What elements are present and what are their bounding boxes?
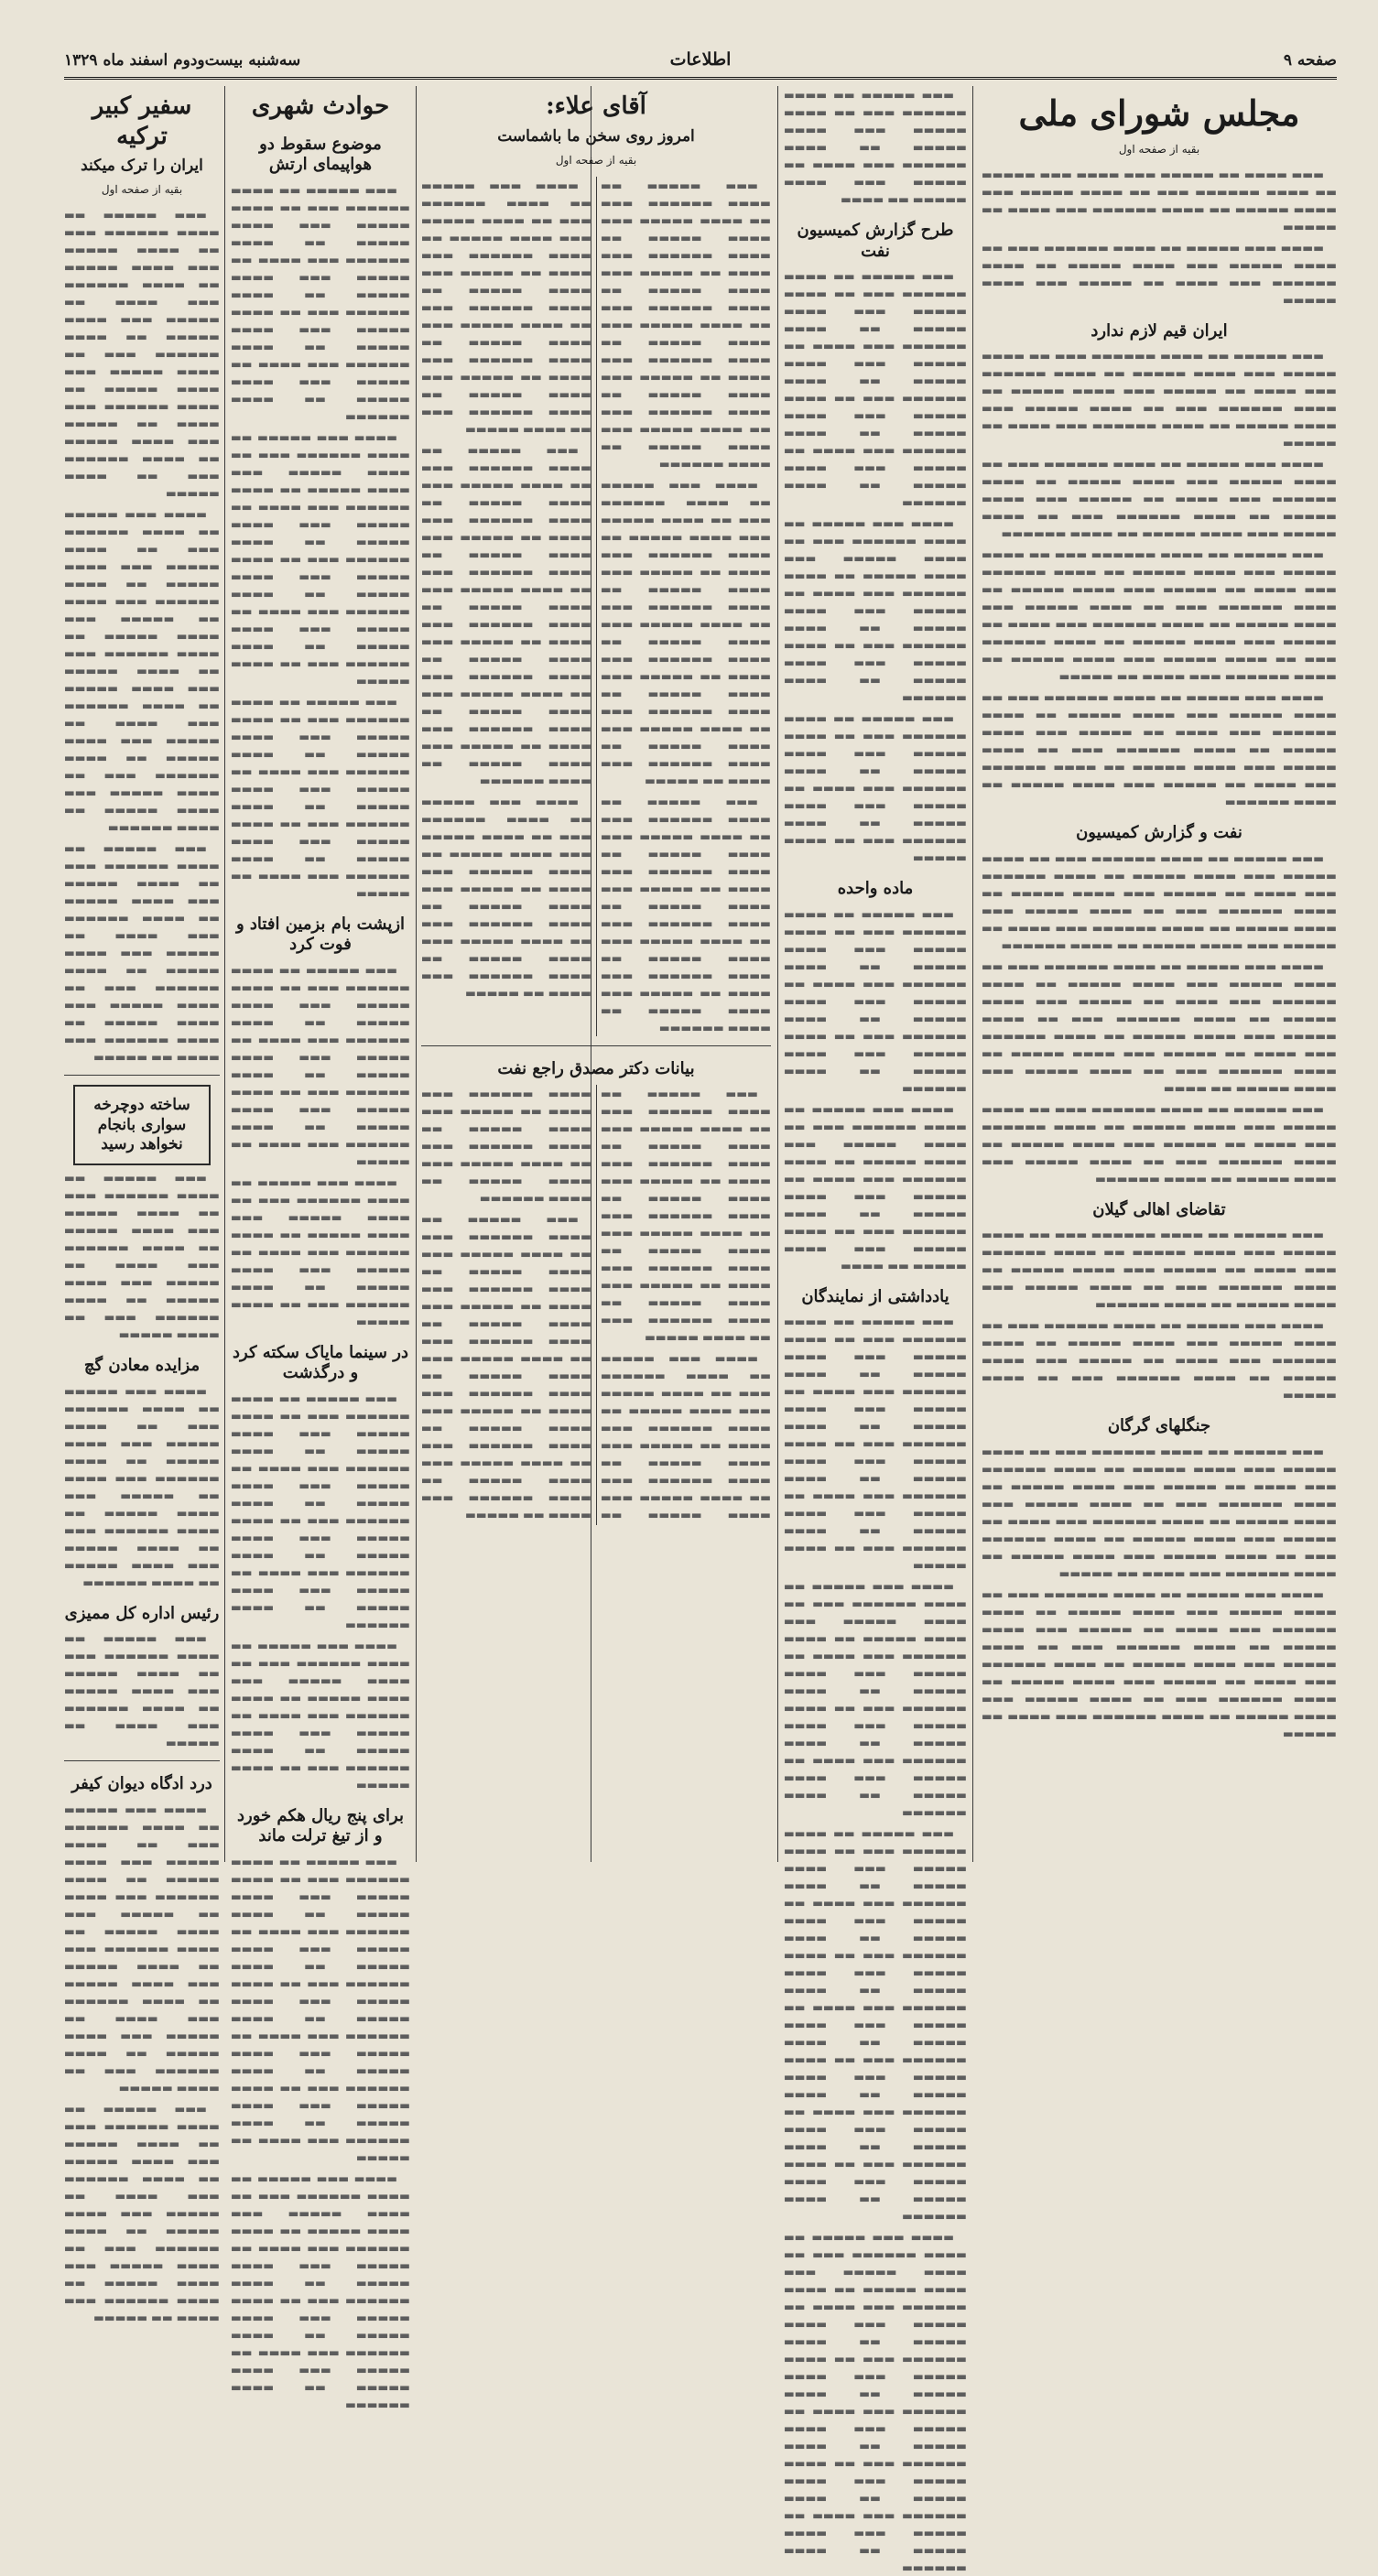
- section-heading: تقاضای اهالی گیلان: [1092, 1199, 1226, 1219]
- ala-headline: آقای علاء:: [546, 92, 646, 120]
- body-text: ▬▬▬ ▬▬▬▬▬ ▬▬ ▬▬▬▬ ▬▬▬▬▬▬ ▬▬▬ ▬▬ ▬▬▬▬ ▬▬▬▬▬ ▬▬▬ ▬▬▬▬ ▬▬▬▬▬ ▬▬ ▬▬▬▬ ▬▬▬▬▬▬ ▬▬▬ ▬▬▬▬ ▬▬ ▬▬▬▬▬ ▬▬▬ ▬▬▬▬ ▬▬▬▬▬ ▬▬ ▬▬▬▬ ▬▬▬▬▬▬ ▬▬▬ ▬▬ ▬▬▬▬ ▬▬▬▬▬ ▬▬▬ ▬▬▬▬ ▬▬▬▬▬ ▬▬ ▬▬▬▬ ▬▬▬▬▬▬ ▬▬▬ ▬▬▬▬ ▬▬ ▬▬▬▬▬ ▬▬▬ ▬▬▬▬ ▬▬▬▬▬ ▬▬ ▬▬▬▬ ▬▬▬▬▬▬ ▬▬▬ ▬▬ ▬▬▬▬ ▬▬▬▬▬ ▬▬▬▬ ▬▬▬ ▬▬▬▬▬ ▬▬ ▬▬▬▬ ▬▬▬▬▬▬ ▬▬▬ ▬▬ ▬▬▬▬ ▬▬▬▬▬ ▬▬▬ ▬▬▬▬ ▬▬▬▬▬ ▬▬ ▬▬▬▬ ▬▬▬▬▬▬ ▬▬▬ ▬▬▬▬ ▬▬ ▬▬▬▬▬ ▬▬▬ ▬▬▬▬ ▬▬▬▬▬ ▬▬ ▬▬▬▬ ▬▬▬▬▬▬ ▬▬▬ ▬▬ ▬▬▬▬ ▬▬▬▬▬ ▬▬▬ ▬▬▬▬ ▬▬▬▬▬ ▬▬ ▬▬▬▬ ▬▬▬▬▬▬ ▬▬▬ ▬▬▬▬ ▬▬ ▬▬▬▬▬ ▬▬▬ ▬▬▬▬ ▬▬▬▬▬ ▬▬ ▬▬▬▬ ▬▬▬▬▬▬ ▬▬▬ ▬▬ ▬▬▬▬ ▬▬▬▬▬ ▬▬▬ ▬▬▬▬ ▬▬▬▬▬ ▬▬ ▬▬▬▬ ▬▬▬▬▬▬ ▬▬▬ ▬▬▬▬▬ ▬▬ ▬▬▬▬ ▬▬▬▬▬▬ ▬▬▬ ▬▬ ▬▬▬▬ ▬▬▬▬▬ ▬▬▬ ▬▬▬▬ ▬▬▬▬▬ ▬▬ ▬▬▬▬ ▬▬▬▬▬▬ ▬▬▬ ▬▬▬▬ ▬▬ ▬▬▬▬▬ ▬▬▬ ▬▬▬▬ ▬▬▬▬▬ ▬▬ ▬▬▬▬ ▬▬▬▬▬▬ ▬▬▬ ▬▬ ▬▬▬▬ ▬▬▬▬▬ ▬▬▬ ▬▬▬▬ ▬▬▬▬▬ ▬▬ ▬▬▬▬ ▬▬▬▬▬▬ ▬▬▬ ▬▬▬▬ ▬▬ ▬▬▬▬▬: [64, 208, 220, 1065]
- box: [73, 1085, 211, 1165]
- majlis-headline: مجلس شورای ملی: [1018, 92, 1300, 134]
- body-text: ▬▬▬ ▬▬▬▬▬ ▬▬ ▬▬▬▬ ▬▬▬▬▬▬ ▬▬▬ ▬▬ ▬▬▬▬ ▬▬▬▬▬ ▬▬▬ ▬▬▬▬ ▬▬▬▬▬ ▬▬ ▬▬▬▬ ▬▬▬▬▬▬ ▬▬▬ ▬▬▬▬ ▬▬ ▬▬▬▬▬ ▬▬▬ ▬▬▬▬ ▬▬▬▬▬ ▬▬ ▬▬▬▬ ▬▬▬▬▬▬ ▬▬▬ ▬▬ ▬▬▬▬ ▬▬▬▬▬ ▬▬▬ ▬▬▬▬ ▬▬▬▬▬ ▬▬ ▬▬▬▬ ▬▬▬▬▬▬ ▬▬▬▬ ▬▬▬ ▬▬▬▬▬ ▬▬ ▬▬▬▬ ▬▬▬▬▬▬ ▬▬▬ ▬▬ ▬▬▬▬ ▬▬▬▬▬ ▬▬▬ ▬▬▬▬ ▬▬▬▬▬ ▬▬ ▬▬▬▬ ▬▬▬▬▬▬ ▬▬▬ ▬▬▬▬ ▬▬ ▬▬▬▬▬ ▬▬▬ ▬▬▬▬ ▬▬▬▬▬ ▬▬ ▬▬▬▬ ▬▬▬▬▬▬ ▬▬▬ ▬▬ ▬▬▬▬ ▬▬▬▬▬: [982, 1228, 1337, 1402]
- body-text: ▬▬▬ ▬▬▬▬▬ ▬▬ ▬▬▬▬ ▬▬▬▬▬▬ ▬▬▬ ▬▬ ▬▬▬▬ ▬▬▬▬▬ ▬▬▬ ▬▬▬▬ ▬▬▬▬▬ ▬▬ ▬▬▬▬ ▬▬▬▬▬▬ ▬▬▬ ▬▬▬▬ ▬▬ ▬▬▬▬▬ ▬▬▬ ▬▬▬▬ ▬▬▬▬▬ ▬▬ ▬▬▬▬ ▬▬▬▬▬▬ ▬▬▬ ▬▬ ▬▬▬▬ ▬▬▬▬▬ ▬▬▬ ▬▬▬▬ ▬▬▬▬▬ ▬▬ ▬▬▬▬ ▬▬▬▬▬▬ ▬▬▬ ▬▬▬▬ ▬▬ ▬▬▬▬▬ ▬▬▬ ▬▬▬▬ ▬▬▬▬▬ ▬▬ ▬▬▬▬ ▬▬▬▬▬▬ ▬▬▬ ▬▬ ▬▬▬▬ ▬▬▬▬▬ ▬▬▬▬ ▬▬▬ ▬▬▬▬▬ ▬▬ ▬▬▬▬ ▬▬▬▬▬▬ ▬▬▬ ▬▬ ▬▬▬▬ ▬▬▬▬▬ ▬▬▬ ▬▬▬▬ ▬▬▬▬▬ ▬▬ ▬▬▬▬ ▬▬▬▬▬▬ ▬▬▬ ▬▬▬▬ ▬▬ ▬▬▬▬▬ ▬▬▬ ▬▬▬▬ ▬▬▬▬▬ ▬▬ ▬▬▬▬ ▬▬▬▬▬▬ ▬▬▬ ▬▬ ▬▬▬▬ ▬▬▬▬▬ ▬▬▬ ▬▬▬▬ ▬▬▬▬▬ ▬▬ ▬▬▬▬ ▬▬▬▬▬▬ ▬▬▬ ▬▬▬▬ ▬▬ ▬▬▬▬▬ ▬▬▬ ▬▬▬▬ ▬▬▬▬▬ ▬▬ ▬▬▬▬ ▬▬▬▬▬▬ ▬▬▬ ▬▬ ▬▬▬▬ ▬▬▬▬▬ ▬▬▬ ▬▬▬▬ ▬▬▬▬▬ ▬▬ ▬▬▬▬ ▬▬▬▬▬▬ ▬▬▬ ▬▬▬▬▬ ▬▬ ▬▬▬▬ ▬▬▬▬▬▬ ▬▬▬ ▬▬ ▬▬▬▬ ▬▬▬▬▬ ▬▬▬ ▬▬▬▬ ▬▬▬▬▬ ▬▬ ▬▬▬▬ ▬▬▬▬▬▬ ▬▬▬ ▬▬▬▬ ▬▬ ▬▬▬▬▬ ▬▬▬ ▬▬▬▬ ▬▬▬▬▬ ▬▬ ▬▬▬▬ ▬▬▬▬▬▬ ▬▬▬ ▬▬ ▬▬▬▬ ▬▬▬▬▬ ▬▬▬ ▬▬▬▬ ▬▬▬▬▬ ▬▬ ▬▬▬▬ ▬▬▬▬▬▬ ▬▬▬ ▬▬▬▬ ▬▬ ▬▬▬▬▬ ▬▬▬ ▬▬▬▬ ▬▬▬▬▬ ▬▬ ▬▬▬▬ ▬▬▬▬▬▬ ▬▬▬ ▬▬ ▬▬▬▬ ▬▬▬▬▬ ▬▬▬ ▬▬▬▬ ▬▬▬▬▬ ▬▬ ▬▬▬▬ ▬▬▬▬▬▬ ▬▬▬ ▬▬▬▬ ▬▬ ▬▬▬▬▬: [421, 1087, 771, 1522]
- turkey-subheadline: ایران را ترک میکند: [81, 157, 203, 175]
- body-text: ▬▬▬▬ ▬▬▬ ▬▬▬▬▬ ▬▬ ▬▬▬▬ ▬▬▬▬▬▬ ▬▬▬ ▬▬ ▬▬▬▬ ▬▬▬▬▬ ▬▬▬ ▬▬▬▬ ▬▬▬▬▬ ▬▬ ▬▬▬▬ ▬▬▬▬▬▬ ▬▬▬ ▬▬▬▬ ▬▬ ▬▬▬▬▬ ▬▬▬ ▬▬▬▬ ▬▬▬▬▬ ▬▬ ▬▬▬▬ ▬▬▬▬▬▬ ▬▬▬ ▬▬ ▬▬▬▬ ▬▬▬▬▬ ▬▬▬ ▬▬▬▬ ▬▬▬▬▬ ▬▬ ▬▬▬▬ ▬▬▬▬▬▬ ▬▬▬ ▬▬▬▬ ▬▬ ▬▬▬▬▬ ▬▬▬ ▬▬▬▬ ▬▬▬▬▬ ▬▬ ▬▬▬▬ ▬▬▬▬▬▬ ▬▬▬ ▬▬ ▬▬▬▬ ▬▬▬▬▬ ▬▬▬ ▬▬▬▬▬ ▬▬ ▬▬▬▬ ▬▬▬▬▬▬ ▬▬▬ ▬▬ ▬▬▬▬ ▬▬▬▬▬ ▬▬▬ ▬▬▬▬ ▬▬▬▬▬ ▬▬ ▬▬▬▬ ▬▬▬▬▬▬ ▬▬▬ ▬▬▬▬ ▬▬ ▬▬▬▬▬ ▬▬▬ ▬▬▬▬ ▬▬▬▬▬ ▬▬ ▬▬▬▬ ▬▬▬▬▬▬ ▬▬▬ ▬▬ ▬▬▬▬ ▬▬▬▬▬ ▬▬▬ ▬▬▬▬ ▬▬▬▬▬ ▬▬ ▬▬▬▬ ▬▬▬▬▬▬ ▬▬▬ ▬▬▬▬ ▬▬ ▬▬▬▬▬: [64, 1802, 220, 2324]
- turkey-headline: سفیر کبیر ترکیه: [92, 92, 192, 150]
- section-heading: طرح گزارش کمیسیون نفت: [797, 221, 954, 261]
- section-heading: برای پنج ریال هکم خورد و از تیغ ترلت ماند: [237, 1805, 404, 1845]
- body-text: ▬▬▬▬ ▬▬▬ ▬▬▬▬▬ ▬▬ ▬▬▬▬ ▬▬▬▬▬▬ ▬▬▬ ▬▬ ▬▬▬▬ ▬▬▬▬▬ ▬▬▬ ▬▬▬▬ ▬▬▬▬▬ ▬▬ ▬▬▬▬ ▬▬▬▬▬▬ ▬▬▬ ▬▬▬▬ ▬▬ ▬▬▬▬▬ ▬▬▬ ▬▬▬▬ ▬▬▬▬▬ ▬▬ ▬▬▬▬ ▬▬▬▬▬▬ ▬▬▬ ▬▬ ▬▬▬▬ ▬▬▬▬▬ ▬▬▬ ▬▬▬▬ ▬▬▬▬▬ ▬▬ ▬▬▬▬ ▬▬▬▬▬▬: [64, 1383, 220, 1589]
- section-heading: یادداشتی از نمایندگان: [801, 1286, 949, 1306]
- article-majlis: [982, 86, 1337, 1862]
- body-text: ▬▬▬ ▬▬▬▬▬ ▬▬ ▬▬▬▬ ▬▬▬▬▬▬ ▬▬▬ ▬▬ ▬▬▬▬ ▬▬▬▬▬ ▬▬▬ ▬▬▬▬ ▬▬▬▬▬ ▬▬ ▬▬▬▬ ▬▬▬▬▬▬ ▬▬▬ ▬▬▬▬ ▬▬ ▬▬▬▬▬ ▬▬▬ ▬▬▬▬ ▬▬▬▬▬ ▬▬ ▬▬▬▬ ▬▬▬▬▬▬ ▬▬▬ ▬▬ ▬▬▬▬ ▬▬▬▬▬ ▬▬▬ ▬▬▬▬ ▬▬▬▬▬ ▬▬ ▬▬▬▬ ▬▬▬▬▬▬ ▬▬▬ ▬▬▬▬ ▬▬ ▬▬▬▬▬ ▬▬▬ ▬▬▬▬ ▬▬▬▬▬ ▬▬ ▬▬▬▬ ▬▬▬▬▬▬ ▬▬▬ ▬▬ ▬▬▬▬ ▬▬▬▬▬ ▬▬▬▬ ▬▬▬ ▬▬▬▬▬ ▬▬ ▬▬▬▬ ▬▬▬▬▬▬ ▬▬▬ ▬▬ ▬▬▬▬ ▬▬▬▬▬ ▬▬▬ ▬▬▬▬ ▬▬▬▬▬ ▬▬ ▬▬▬▬ ▬▬▬▬▬▬ ▬▬▬ ▬▬▬▬ ▬▬ ▬▬▬▬▬ ▬▬▬ ▬▬▬▬ ▬▬▬▬▬ ▬▬ ▬▬▬▬ ▬▬▬▬▬▬ ▬▬▬ ▬▬ ▬▬▬▬ ▬▬▬▬▬ ▬▬▬ ▬▬▬▬ ▬▬▬▬▬ ▬▬ ▬▬▬▬ ▬▬▬▬▬▬ ▬▬▬ ▬▬▬▬ ▬▬ ▬▬▬▬▬ ▬▬▬ ▬▬▬▬ ▬▬▬▬▬ ▬▬ ▬▬▬▬ ▬▬▬▬▬▬ ▬▬▬ ▬▬▬▬▬ ▬▬ ▬▬▬▬ ▬▬▬▬▬▬ ▬▬▬ ▬▬ ▬▬▬▬ ▬▬▬▬▬ ▬▬▬ ▬▬▬▬ ▬▬▬▬▬ ▬▬ ▬▬▬▬ ▬▬▬▬▬▬ ▬▬▬ ▬▬▬▬ ▬▬ ▬▬▬▬▬ ▬▬▬ ▬▬▬▬ ▬▬▬▬▬ ▬▬ ▬▬▬▬ ▬▬▬▬▬▬ ▬▬▬ ▬▬ ▬▬▬▬ ▬▬▬▬▬ ▬▬▬ ▬▬▬▬ ▬▬▬▬▬ ▬▬ ▬▬▬▬ ▬▬▬▬▬▬ ▬▬▬ ▬▬▬▬ ▬▬ ▬▬▬▬▬ ▬▬▬ ▬▬▬▬ ▬▬▬▬▬ ▬▬ ▬▬▬▬ ▬▬▬▬▬▬ ▬▬▬ ▬▬ ▬▬▬▬ ▬▬▬▬▬ ▬▬▬ ▬▬▬▬ ▬▬▬▬▬ ▬▬ ▬▬▬▬ ▬▬▬▬▬▬ ▬▬▬ ▬▬▬▬ ▬▬ ▬▬▬▬▬ ▬▬▬ ▬▬▬▬ ▬▬▬▬▬ ▬▬ ▬▬▬▬ ▬▬▬▬▬▬ ▬▬▬ ▬▬ ▬▬▬▬ ▬▬▬▬▬ ▬▬▬ ▬▬▬▬ ▬▬▬▬▬ ▬▬ ▬▬▬▬ ▬▬▬▬▬▬ ▬▬▬▬ ▬▬▬ ▬▬▬▬▬ ▬▬ ▬▬▬▬ ▬▬▬▬▬▬ ▬▬▬ ▬▬ ▬▬▬▬ ▬▬▬▬▬ ▬▬▬ ▬▬▬▬ ▬▬▬▬▬ ▬▬ ▬▬▬▬ ▬▬▬▬▬▬ ▬▬▬ ▬▬▬▬ ▬▬ ▬▬▬▬▬ ▬▬▬ ▬▬▬▬ ▬▬▬▬▬ ▬▬ ▬▬▬▬ ▬▬▬▬▬▬ ▬▬▬ ▬▬ ▬▬▬▬ ▬▬▬▬▬ ▬▬▬ ▬▬▬▬ ▬▬▬▬▬ ▬▬ ▬▬▬▬ ▬▬▬▬▬▬ ▬▬▬ ▬▬▬▬ ▬▬ ▬▬▬▬▬ ▬▬▬ ▬▬▬▬ ▬▬▬▬▬ ▬▬ ▬▬▬▬ ▬▬▬▬▬▬ ▬▬▬ ▬▬ ▬▬▬▬ ▬▬▬▬▬ ▬▬▬ ▬▬▬▬ ▬▬▬▬▬ ▬▬ ▬▬▬▬ ▬▬▬▬▬▬ ▬▬▬ ▬▬▬▬ ▬▬ ▬▬▬▬▬ ▬▬▬ ▬▬▬▬ ▬▬▬▬▬ ▬▬ ▬▬▬▬ ▬▬▬▬▬▬: [784, 1315, 967, 2574]
- section-heading: بیانات دکتر مصدق راجع نفت: [497, 1058, 695, 1078]
- continued-note: بقیه از صفحه اول: [1118, 142, 1200, 156]
- column-rule: [777, 86, 778, 1862]
- page-header: [64, 48, 1337, 80]
- body-text: ▬▬▬ ▬▬▬▬▬ ▬▬ ▬▬▬▬ ▬▬▬▬▬▬ ▬▬▬ ▬▬ ▬▬▬▬ ▬▬▬▬▬ ▬▬▬ ▬▬▬▬ ▬▬▬▬▬ ▬▬ ▬▬▬▬ ▬▬▬▬▬▬ ▬▬▬ ▬▬▬▬ ▬▬ ▬▬▬▬▬ ▬▬▬ ▬▬▬▬ ▬▬▬▬▬ ▬▬ ▬▬▬▬ ▬▬▬▬▬▬ ▬▬▬ ▬▬ ▬▬▬▬ ▬▬▬▬▬ ▬▬▬ ▬▬▬▬ ▬▬▬▬▬ ▬▬ ▬▬▬▬ ▬▬▬▬▬▬ ▬▬▬ ▬▬▬▬ ▬▬ ▬▬▬▬▬ ▬▬▬ ▬▬▬▬ ▬▬▬▬▬ ▬▬ ▬▬▬▬ ▬▬▬▬▬▬ ▬▬▬ ▬▬ ▬▬▬▬ ▬▬▬▬▬ ▬▬▬ ▬▬▬▬ ▬▬▬▬▬ ▬▬ ▬▬▬▬ ▬▬▬▬▬▬ ▬▬▬▬ ▬▬▬ ▬▬▬▬▬ ▬▬ ▬▬▬▬ ▬▬▬▬▬▬ ▬▬▬ ▬▬ ▬▬▬▬ ▬▬▬▬▬ ▬▬▬ ▬▬▬▬ ▬▬▬▬▬ ▬▬ ▬▬▬▬ ▬▬▬▬▬▬ ▬▬▬ ▬▬▬▬ ▬▬ ▬▬▬▬▬ ▬▬▬ ▬▬▬▬ ▬▬▬▬▬ ▬▬ ▬▬▬▬ ▬▬▬▬▬▬ ▬▬▬ ▬▬ ▬▬▬▬ ▬▬▬▬▬ ▬▬▬ ▬▬▬▬ ▬▬▬▬▬ ▬▬ ▬▬▬▬ ▬▬▬▬▬▬ ▬▬▬ ▬▬▬▬ ▬▬ ▬▬▬▬▬ ▬▬▬ ▬▬▬▬ ▬▬▬▬▬ ▬▬ ▬▬▬▬ ▬▬▬▬▬▬ ▬▬▬ ▬▬ ▬▬▬▬ ▬▬▬▬▬ ▬▬▬ ▬▬▬▬ ▬▬▬▬▬ ▬▬ ▬▬▬▬ ▬▬▬▬▬▬ ▬▬▬ ▬▬▬▬ ▬▬ ▬▬▬▬▬ ▬▬▬ ▬▬▬▬▬ ▬▬ ▬▬▬▬ ▬▬▬▬▬▬ ▬▬▬ ▬▬ ▬▬▬▬ ▬▬▬▬▬ ▬▬▬ ▬▬▬▬ ▬▬▬▬▬ ▬▬ ▬▬▬▬ ▬▬▬▬▬▬ ▬▬▬ ▬▬▬▬ ▬▬ ▬▬▬▬▬ ▬▬▬ ▬▬▬▬ ▬▬▬▬▬ ▬▬ ▬▬▬▬ ▬▬▬▬▬▬ ▬▬▬ ▬▬ ▬▬▬▬ ▬▬▬▬▬ ▬▬▬ ▬▬▬▬ ▬▬▬▬▬ ▬▬ ▬▬▬▬ ▬▬▬▬▬▬ ▬▬▬ ▬▬▬▬ ▬▬ ▬▬▬▬▬ ▬▬▬ ▬▬▬▬ ▬▬▬▬▬ ▬▬ ▬▬▬▬ ▬▬▬▬▬▬ ▬▬▬▬ ▬▬▬ ▬▬▬▬▬ ▬▬ ▬▬▬▬ ▬▬▬▬▬▬ ▬▬▬ ▬▬ ▬▬▬▬ ▬▬▬▬▬ ▬▬▬ ▬▬▬▬ ▬▬▬▬▬ ▬▬ ▬▬▬▬ ▬▬▬▬▬▬ ▬▬▬ ▬▬▬▬ ▬▬ ▬▬▬▬▬ ▬▬▬ ▬▬▬▬ ▬▬▬▬▬ ▬▬ ▬▬▬▬ ▬▬▬▬▬▬ ▬▬▬ ▬▬ ▬▬▬▬ ▬▬▬▬▬ ▬▬▬ ▬▬▬▬ ▬▬▬▬▬ ▬▬ ▬▬▬▬ ▬▬▬▬▬▬ ▬▬▬ ▬▬▬▬ ▬▬ ▬▬▬▬▬ ▬▬▬ ▬▬▬▬ ▬▬▬▬▬ ▬▬ ▬▬▬▬ ▬▬▬▬▬▬ ▬▬▬ ▬▬ ▬▬▬▬ ▬▬▬▬▬ ▬▬▬ ▬▬▬▬▬ ▬▬ ▬▬▬▬ ▬▬▬▬▬▬ ▬▬▬ ▬▬ ▬▬▬▬ ▬▬▬▬▬ ▬▬▬ ▬▬▬▬ ▬▬▬▬▬ ▬▬ ▬▬▬▬ ▬▬▬▬▬▬ ▬▬▬ ▬▬▬▬ ▬▬ ▬▬▬▬▬ ▬▬▬ ▬▬▬▬ ▬▬▬▬▬ ▬▬ ▬▬▬▬ ▬▬▬▬▬▬ ▬▬▬ ▬▬ ▬▬▬▬ ▬▬▬▬▬ ▬▬▬ ▬▬▬▬ ▬▬▬▬▬ ▬▬ ▬▬▬▬ ▬▬▬▬▬▬ ▬▬▬ ▬▬▬▬ ▬▬ ▬▬▬▬▬ ▬▬▬ ▬▬▬▬ ▬▬▬▬▬ ▬▬ ▬▬▬▬ ▬▬▬▬▬▬ ▬▬▬ ▬▬ ▬▬▬▬ ▬▬▬▬▬ ▬▬▬ ▬▬▬▬ ▬▬▬▬▬ ▬▬ ▬▬▬▬ ▬▬▬▬▬▬ ▬▬▬ ▬▬▬▬ ▬▬ ▬▬▬▬▬ ▬▬▬ ▬▬▬▬ ▬▬▬▬▬ ▬▬ ▬▬▬▬ ▬▬▬▬▬▬ ▬▬▬▬ ▬▬▬ ▬▬▬▬▬ ▬▬ ▬▬▬▬ ▬▬▬▬▬▬ ▬▬▬ ▬▬ ▬▬▬▬ ▬▬▬▬▬ ▬▬▬ ▬▬▬▬ ▬▬▬▬▬ ▬▬ ▬▬▬▬ ▬▬▬▬▬▬ ▬▬▬ ▬▬▬▬ ▬▬ ▬▬▬▬▬ ▬▬▬ ▬▬▬▬ ▬▬▬▬▬ ▬▬ ▬▬▬▬ ▬▬▬▬▬▬ ▬▬▬ ▬▬ ▬▬▬▬ ▬▬▬▬▬ ▬▬▬ ▬▬▬▬ ▬▬▬▬▬ ▬▬ ▬▬▬▬ ▬▬▬▬▬▬ ▬▬▬ ▬▬▬▬ ▬▬ ▬▬▬▬▬: [421, 178, 771, 1034]
- body-text: ▬▬▬ ▬▬▬▬▬ ▬▬ ▬▬▬▬ ▬▬▬▬▬▬ ▬▬▬ ▬▬ ▬▬▬▬ ▬▬▬▬▬ ▬▬▬ ▬▬▬▬ ▬▬▬▬▬ ▬▬ ▬▬▬▬ ▬▬▬▬▬▬ ▬▬▬ ▬▬▬▬ ▬▬ ▬▬▬▬▬ ▬▬▬ ▬▬▬▬ ▬▬▬▬▬ ▬▬ ▬▬▬▬ ▬▬▬▬▬▬ ▬▬▬ ▬▬ ▬▬▬▬ ▬▬▬▬▬ ▬▬▬ ▬▬▬▬ ▬▬▬▬▬ ▬▬ ▬▬▬▬ ▬▬▬▬▬▬ ▬▬▬ ▬▬▬▬ ▬▬ ▬▬▬▬▬ ▬▬▬ ▬▬▬▬ ▬▬▬▬▬ ▬▬ ▬▬▬▬ ▬▬▬▬▬▬ ▬▬▬ ▬▬ ▬▬▬▬ ▬▬▬▬▬ ▬▬▬ ▬▬▬▬ ▬▬▬▬▬ ▬▬ ▬▬▬▬ ▬▬▬▬▬▬ ▬▬▬ ▬▬▬▬ ▬▬ ▬▬▬▬▬ ▬▬▬▬ ▬▬▬ ▬▬▬▬▬ ▬▬ ▬▬▬▬ ▬▬▬▬▬▬ ▬▬▬ ▬▬ ▬▬▬▬ ▬▬▬▬▬ ▬▬▬ ▬▬▬▬ ▬▬▬▬▬ ▬▬ ▬▬▬▬ ▬▬▬▬▬▬ ▬▬▬ ▬▬▬▬ ▬▬ ▬▬▬▬▬ ▬▬▬ ▬▬▬▬ ▬▬▬▬▬ ▬▬ ▬▬▬▬ ▬▬▬▬▬▬ ▬▬▬ ▬▬ ▬▬▬▬ ▬▬▬▬▬ ▬▬▬ ▬▬▬▬ ▬▬▬▬▬ ▬▬ ▬▬▬▬ ▬▬▬▬▬▬ ▬▬▬ ▬▬▬▬ ▬▬ ▬▬▬▬▬ ▬▬▬ ▬▬▬▬ ▬▬▬▬▬ ▬▬ ▬▬▬▬ ▬▬▬▬▬▬: [231, 1854, 410, 2411]
- body-text: ▬▬▬ ▬▬▬▬▬ ▬▬ ▬▬▬▬ ▬▬▬▬▬▬ ▬▬▬ ▬▬ ▬▬▬▬ ▬▬▬▬▬ ▬▬▬ ▬▬▬▬ ▬▬▬▬▬ ▬▬ ▬▬▬▬ ▬▬▬▬▬▬ ▬▬▬ ▬▬▬▬ ▬▬ ▬▬▬▬▬ ▬▬▬ ▬▬▬▬ ▬▬▬▬▬ ▬▬ ▬▬▬▬ ▬▬▬▬▬▬ ▬▬▬ ▬▬ ▬▬▬▬ ▬▬▬▬▬ ▬▬▬ ▬▬▬▬ ▬▬▬▬▬ ▬▬ ▬▬▬▬ ▬▬▬▬▬▬ ▬▬▬ ▬▬▬▬ ▬▬ ▬▬▬▬▬ ▬▬▬▬ ▬▬▬ ▬▬▬▬▬ ▬▬ ▬▬▬▬ ▬▬▬▬▬▬ ▬▬▬ ▬▬ ▬▬▬▬ ▬▬▬▬▬ ▬▬▬ ▬▬▬▬ ▬▬▬▬▬ ▬▬ ▬▬▬▬ ▬▬▬▬▬▬ ▬▬▬ ▬▬▬▬ ▬▬ ▬▬▬▬▬ ▬▬▬ ▬▬▬▬ ▬▬▬▬▬ ▬▬ ▬▬▬▬ ▬▬▬▬▬▬ ▬▬▬ ▬▬ ▬▬▬▬ ▬▬▬▬▬ ▬▬▬ ▬▬▬▬ ▬▬▬▬▬ ▬▬ ▬▬▬▬ ▬▬▬▬▬▬ ▬▬▬ ▬▬▬▬▬ ▬▬ ▬▬▬▬ ▬▬▬▬▬▬ ▬▬▬ ▬▬ ▬▬▬▬ ▬▬▬▬▬ ▬▬▬ ▬▬▬▬ ▬▬▬▬▬ ▬▬ ▬▬▬▬ ▬▬▬▬▬▬ ▬▬▬ ▬▬▬▬ ▬▬ ▬▬▬▬▬ ▬▬▬ ▬▬▬▬ ▬▬▬▬▬ ▬▬ ▬▬▬▬ ▬▬▬▬▬▬ ▬▬▬ ▬▬ ▬▬▬▬ ▬▬▬▬▬ ▬▬▬ ▬▬▬▬ ▬▬▬▬▬ ▬▬ ▬▬▬▬ ▬▬▬▬▬▬ ▬▬▬ ▬▬▬▬ ▬▬ ▬▬▬▬▬ ▬▬▬ ▬▬▬▬ ▬▬▬▬▬ ▬▬ ▬▬▬▬ ▬▬▬▬▬▬ ▬▬▬ ▬▬ ▬▬▬▬ ▬▬▬▬▬ ▬▬▬ ▬▬▬▬ ▬▬▬▬▬ ▬▬ ▬▬▬▬ ▬▬▬▬▬▬ ▬▬▬ ▬▬▬▬ ▬▬ ▬▬▬▬▬ ▬▬▬▬ ▬▬▬ ▬▬▬▬▬ ▬▬ ▬▬▬▬ ▬▬▬▬▬▬ ▬▬▬ ▬▬ ▬▬▬▬ ▬▬▬▬▬ ▬▬▬ ▬▬▬▬ ▬▬▬▬▬ ▬▬ ▬▬▬▬ ▬▬▬▬▬▬ ▬▬▬ ▬▬▬▬ ▬▬ ▬▬▬▬▬ ▬▬▬ ▬▬▬▬ ▬▬▬▬▬ ▬▬ ▬▬▬▬ ▬▬▬▬▬▬ ▬▬▬ ▬▬ ▬▬▬▬ ▬▬▬▬▬ ▬▬▬ ▬▬▬▬ ▬▬▬▬▬ ▬▬ ▬▬▬▬ ▬▬▬▬▬▬ ▬▬▬ ▬▬▬▬ ▬▬ ▬▬▬▬▬ ▬▬▬ ▬▬▬▬ ▬▬▬▬▬ ▬▬ ▬▬▬▬ ▬▬▬▬▬▬: [982, 349, 1337, 808]
- section-heading: ساخته دوچرخه سواری بانجام نخواهد رسید: [93, 1096, 190, 1153]
- body-text: ▬▬▬ ▬▬▬▬▬ ▬▬ ▬▬▬▬ ▬▬▬▬▬▬ ▬▬▬ ▬▬ ▬▬▬▬ ▬▬▬▬▬ ▬▬▬ ▬▬▬▬ ▬▬▬▬▬ ▬▬ ▬▬▬▬ ▬▬▬▬▬▬ ▬▬▬ ▬▬▬▬ ▬▬ ▬▬▬▬▬ ▬▬▬ ▬▬▬▬ ▬▬▬▬▬ ▬▬ ▬▬▬▬ ▬▬▬▬▬▬ ▬▬▬ ▬▬ ▬▬▬▬ ▬▬▬▬▬ ▬▬▬ ▬▬▬▬ ▬▬▬▬▬ ▬▬ ▬▬▬▬ ▬▬▬▬▬▬ ▬▬▬▬ ▬▬▬ ▬▬▬▬▬ ▬▬ ▬▬▬▬ ▬▬▬▬▬▬ ▬▬▬ ▬▬ ▬▬▬▬ ▬▬▬▬▬ ▬▬▬ ▬▬▬▬ ▬▬▬▬▬ ▬▬ ▬▬▬▬ ▬▬▬▬▬▬ ▬▬▬ ▬▬▬▬ ▬▬ ▬▬▬▬▬ ▬▬▬ ▬▬▬▬ ▬▬▬▬▬ ▬▬ ▬▬▬▬ ▬▬▬▬▬▬ ▬▬▬ ▬▬ ▬▬▬▬ ▬▬▬▬▬ ▬▬▬ ▬▬▬▬ ▬▬▬▬▬ ▬▬ ▬▬▬▬: [784, 906, 967, 1272]
- body-text: ▬▬▬ ▬▬▬▬▬ ▬▬ ▬▬▬▬ ▬▬▬▬▬▬ ▬▬▬ ▬▬ ▬▬▬▬ ▬▬▬▬▬ ▬▬▬ ▬▬▬▬ ▬▬▬▬▬ ▬▬ ▬▬▬▬ ▬▬▬▬▬▬ ▬▬▬ ▬▬▬▬ ▬▬ ▬▬▬▬▬ ▬▬▬ ▬▬▬▬ ▬▬▬▬▬ ▬▬ ▬▬▬▬ ▬▬▬▬▬▬ ▬▬▬ ▬▬ ▬▬▬▬ ▬▬▬▬▬ ▬▬▬ ▬▬▬▬ ▬▬▬▬▬ ▬▬ ▬▬▬▬ ▬▬▬▬▬▬ ▬▬▬ ▬▬▬▬ ▬▬ ▬▬▬▬▬ ▬▬▬▬ ▬▬▬ ▬▬▬▬▬ ▬▬ ▬▬▬▬ ▬▬▬▬▬▬ ▬▬▬ ▬▬ ▬▬▬▬ ▬▬▬▬▬ ▬▬▬ ▬▬▬▬ ▬▬▬▬▬ ▬▬ ▬▬▬▬ ▬▬▬▬▬▬ ▬▬▬ ▬▬▬▬ ▬▬ ▬▬▬▬▬ ▬▬▬ ▬▬▬▬ ▬▬▬▬▬ ▬▬ ▬▬▬▬ ▬▬▬▬▬▬ ▬▬▬ ▬▬ ▬▬▬▬ ▬▬▬▬▬: [231, 962, 410, 1328]
- divider: [64, 1760, 220, 1761]
- divider: [421, 1045, 771, 1046]
- column-rule: [416, 86, 417, 1862]
- section-heading: جنگلهای گرگان: [1107, 1416, 1211, 1435]
- continued-note: بقیه از صفحه اول: [555, 153, 637, 167]
- section-heading: موضوع سقوط دو هواپیمای ارتش: [259, 134, 382, 174]
- newspaper-name: اطلاعات: [669, 49, 732, 70]
- body-text: ▬▬▬ ▬▬▬▬▬ ▬▬ ▬▬▬▬ ▬▬▬▬▬▬ ▬▬▬ ▬▬ ▬▬▬▬ ▬▬▬▬▬ ▬▬▬ ▬▬▬▬ ▬▬▬▬▬ ▬▬ ▬▬▬▬ ▬▬▬▬▬▬ ▬▬▬ ▬▬▬▬ ▬▬ ▬▬▬▬▬: [64, 1631, 220, 1749]
- article-city-events: [231, 86, 410, 2411]
- body-text: ▬▬▬ ▬▬▬▬▬ ▬▬ ▬▬▬▬ ▬▬▬▬▬▬ ▬▬▬ ▬▬ ▬▬▬▬ ▬▬▬▬▬ ▬▬▬ ▬▬▬▬ ▬▬▬▬▬ ▬▬ ▬▬▬▬ ▬▬▬▬▬▬ ▬▬▬ ▬▬▬▬ ▬▬ ▬▬▬▬▬ ▬▬▬ ▬▬▬▬ ▬▬▬▬▬ ▬▬ ▬▬▬▬ ▬▬▬▬▬▬ ▬▬▬ ▬▬ ▬▬▬▬ ▬▬▬▬▬ ▬▬▬ ▬▬▬▬ ▬▬▬▬▬ ▬▬ ▬▬▬▬ ▬▬▬▬▬▬ ▬▬▬ ▬▬▬▬ ▬▬ ▬▬▬▬▬ ▬▬▬ ▬▬▬▬ ▬▬▬▬▬ ▬▬ ▬▬▬▬ ▬▬▬▬▬▬ ▬▬▬▬ ▬▬▬ ▬▬▬▬▬ ▬▬ ▬▬▬▬ ▬▬▬▬▬▬ ▬▬▬ ▬▬ ▬▬▬▬ ▬▬▬▬▬ ▬▬▬ ▬▬▬▬ ▬▬▬▬▬ ▬▬ ▬▬▬▬ ▬▬▬▬▬▬ ▬▬▬ ▬▬▬▬ ▬▬ ▬▬▬▬▬ ▬▬▬ ▬▬▬▬ ▬▬▬▬▬ ▬▬ ▬▬▬▬ ▬▬▬▬▬▬ ▬▬▬ ▬▬ ▬▬▬▬ ▬▬▬▬▬ ▬▬▬ ▬▬▬▬ ▬▬▬▬▬ ▬▬ ▬▬▬▬ ▬▬▬▬▬▬ ▬▬▬ ▬▬▬▬▬ ▬▬ ▬▬▬▬ ▬▬▬▬▬▬ ▬▬▬ ▬▬ ▬▬▬▬ ▬▬▬▬▬ ▬▬▬ ▬▬▬▬ ▬▬▬▬▬ ▬▬ ▬▬▬▬ ▬▬▬▬▬▬ ▬▬▬ ▬▬▬▬ ▬▬ ▬▬▬▬▬ ▬▬▬ ▬▬▬▬ ▬▬▬▬▬ ▬▬ ▬▬▬▬ ▬▬▬▬▬▬ ▬▬▬ ▬▬ ▬▬▬▬ ▬▬▬▬▬: [784, 269, 967, 864]
- column-rule: [972, 86, 973, 1862]
- issue-date: سه‌شنبه بیست‌ودوم اسفند ماه ۱۳۲۹: [64, 51, 301, 70]
- section-heading: ایران قیم لازم ندارد: [1090, 320, 1228, 341]
- article-oil-report: [784, 86, 967, 2574]
- events-headline: حوادث شهری: [251, 92, 390, 120]
- section-heading: رئیس اداره کل ممیزی: [64, 1603, 220, 1623]
- body-text: ▬▬▬ ▬▬▬▬▬ ▬▬ ▬▬▬▬ ▬▬▬▬▬▬ ▬▬▬ ▬▬ ▬▬▬▬ ▬▬▬▬▬ ▬▬▬ ▬▬▬▬ ▬▬▬▬▬ ▬▬ ▬▬▬▬ ▬▬▬▬▬▬ ▬▬▬ ▬▬▬▬ ▬▬ ▬▬▬▬▬ ▬▬▬ ▬▬▬▬ ▬▬▬▬▬ ▬▬ ▬▬▬▬ ▬▬▬▬▬▬ ▬▬▬ ▬▬ ▬▬▬▬ ▬▬▬▬▬ ▬▬▬ ▬▬▬▬ ▬▬▬▬▬ ▬▬ ▬▬▬▬ ▬▬▬▬▬▬ ▬▬▬ ▬▬▬▬ ▬▬ ▬▬▬▬▬ ▬▬▬ ▬▬▬▬ ▬▬▬▬▬ ▬▬ ▬▬▬▬ ▬▬▬▬▬▬ ▬▬▬▬ ▬▬▬ ▬▬▬▬▬ ▬▬ ▬▬▬▬ ▬▬▬▬▬▬ ▬▬▬ ▬▬ ▬▬▬▬ ▬▬▬▬▬ ▬▬▬ ▬▬▬▬ ▬▬▬▬▬ ▬▬ ▬▬▬▬ ▬▬▬▬▬▬ ▬▬▬ ▬▬▬▬ ▬▬ ▬▬▬▬▬ ▬▬▬ ▬▬▬▬ ▬▬▬▬▬ ▬▬ ▬▬▬▬ ▬▬▬▬▬▬ ▬▬▬ ▬▬ ▬▬▬▬ ▬▬▬▬▬ ▬▬▬ ▬▬▬▬ ▬▬▬▬▬ ▬▬ ▬▬▬▬ ▬▬▬▬▬▬ ▬▬▬ ▬▬▬▬ ▬▬ ▬▬▬▬▬ ▬▬▬ ▬▬▬▬ ▬▬▬▬▬ ▬▬ ▬▬▬▬ ▬▬▬▬▬▬ ▬▬▬ ▬▬ ▬▬▬▬ ▬▬▬▬▬ ▬▬▬ ▬▬▬▬▬ ▬▬ ▬▬▬▬ ▬▬▬▬▬▬ ▬▬▬ ▬▬ ▬▬▬▬ ▬▬▬▬▬ ▬▬▬ ▬▬▬▬ ▬▬▬▬▬ ▬▬ ▬▬▬▬ ▬▬▬▬▬▬ ▬▬▬ ▬▬▬▬ ▬▬ ▬▬▬▬▬ ▬▬▬ ▬▬▬▬ ▬▬▬▬▬ ▬▬ ▬▬▬▬ ▬▬▬▬▬▬ ▬▬▬ ▬▬ ▬▬▬▬ ▬▬▬▬▬ ▬▬▬ ▬▬▬▬ ▬▬▬▬▬ ▬▬ ▬▬▬▬ ▬▬▬▬▬▬ ▬▬▬ ▬▬▬▬ ▬▬ ▬▬▬▬▬: [231, 182, 410, 900]
- column-rule: [224, 86, 225, 1862]
- page-number: صفحه ۹: [1283, 51, 1337, 70]
- divider: [64, 1075, 220, 1076]
- section-heading: نفت و گزارش کمیسیون: [1076, 823, 1242, 842]
- ala-subheadline: امروز روی سخن ما باشماست: [497, 126, 695, 146]
- section-heading: درد ادگاه دیوان کیفر: [71, 1774, 212, 1793]
- body-text: ▬▬▬ ▬▬▬▬▬ ▬▬ ▬▬▬▬ ▬▬▬▬▬▬ ▬▬▬ ▬▬ ▬▬▬▬ ▬▬▬▬▬ ▬▬▬ ▬▬▬▬ ▬▬▬▬▬ ▬▬ ▬▬▬▬ ▬▬▬▬▬▬ ▬▬▬ ▬▬▬▬ ▬▬ ▬▬▬▬▬ ▬▬▬ ▬▬▬▬ ▬▬▬▬▬ ▬▬ ▬▬▬▬: [784, 88, 967, 206]
- body-text: ▬▬▬ ▬▬▬▬▬ ▬▬ ▬▬▬▬ ▬▬▬▬▬▬ ▬▬▬ ▬▬ ▬▬▬▬ ▬▬▬▬▬ ▬▬▬ ▬▬▬▬ ▬▬▬▬▬ ▬▬ ▬▬▬▬ ▬▬▬▬▬▬ ▬▬▬ ▬▬▬▬ ▬▬ ▬▬▬▬▬ ▬▬▬ ▬▬▬▬ ▬▬▬▬▬ ▬▬ ▬▬▬▬ ▬▬▬▬▬▬ ▬▬▬ ▬▬ ▬▬▬▬ ▬▬▬▬▬: [64, 1171, 220, 1341]
- body-text: ▬▬▬ ▬▬▬▬▬ ▬▬ ▬▬▬▬ ▬▬▬▬▬▬ ▬▬▬ ▬▬ ▬▬▬▬ ▬▬▬▬▬ ▬▬▬ ▬▬▬▬ ▬▬▬▬▬ ▬▬ ▬▬▬▬ ▬▬▬▬▬▬ ▬▬▬ ▬▬▬▬ ▬▬ ▬▬▬▬▬ ▬▬▬ ▬▬▬▬ ▬▬▬▬▬ ▬▬ ▬▬▬▬ ▬▬▬▬▬▬ ▬▬▬ ▬▬ ▬▬▬▬ ▬▬▬▬▬ ▬▬▬ ▬▬▬▬ ▬▬▬▬▬ ▬▬ ▬▬▬▬ ▬▬▬▬▬▬ ▬▬▬ ▬▬▬▬ ▬▬ ▬▬▬▬▬ ▬▬▬ ▬▬▬▬ ▬▬▬▬▬ ▬▬ ▬▬▬▬ ▬▬▬▬▬▬ ▬▬▬▬ ▬▬▬ ▬▬▬▬▬ ▬▬ ▬▬▬▬ ▬▬▬▬▬▬ ▬▬▬ ▬▬ ▬▬▬▬ ▬▬▬▬▬ ▬▬▬ ▬▬▬▬ ▬▬▬▬▬ ▬▬ ▬▬▬▬ ▬▬▬▬▬▬ ▬▬▬ ▬▬▬▬ ▬▬ ▬▬▬▬▬ ▬▬▬ ▬▬▬▬ ▬▬▬▬▬ ▬▬ ▬▬▬▬ ▬▬▬▬▬▬ ▬▬▬ ▬▬ ▬▬▬▬ ▬▬▬▬▬: [231, 1391, 410, 1791]
- article-ala: [421, 86, 771, 1862]
- section-heading: مزایده معادن گچ: [83, 1356, 201, 1375]
- body-text: ▬▬▬ ▬▬▬▬▬ ▬▬ ▬▬▬▬ ▬▬▬▬▬▬ ▬▬▬ ▬▬ ▬▬▬▬ ▬▬▬▬▬ ▬▬▬ ▬▬▬▬ ▬▬▬▬▬ ▬▬ ▬▬▬▬ ▬▬▬▬▬▬ ▬▬▬ ▬▬▬▬ ▬▬ ▬▬▬▬▬ ▬▬▬ ▬▬▬▬ ▬▬▬▬▬ ▬▬ ▬▬▬▬ ▬▬▬▬▬▬ ▬▬▬ ▬▬ ▬▬▬▬ ▬▬▬▬▬ ▬▬▬ ▬▬▬▬ ▬▬▬▬▬ ▬▬ ▬▬▬▬ ▬▬▬▬▬▬ ▬▬▬ ▬▬▬▬ ▬▬ ▬▬▬▬▬ ▬▬▬ ▬▬▬▬ ▬▬▬▬▬ ▬▬ ▬▬▬▬ ▬▬▬▬▬▬ ▬▬▬ ▬▬ ▬▬▬▬ ▬▬▬▬▬ ▬▬▬ ▬▬▬▬ ▬▬▬▬▬ ▬▬ ▬▬▬▬ ▬▬▬▬▬▬ ▬▬▬ ▬▬▬▬ ▬▬ ▬▬▬▬▬ ▬▬▬▬ ▬▬▬ ▬▬▬▬▬ ▬▬ ▬▬▬▬ ▬▬▬▬▬▬ ▬▬▬ ▬▬ ▬▬▬▬ ▬▬▬▬▬ ▬▬▬ ▬▬▬▬ ▬▬▬▬▬ ▬▬ ▬▬▬▬ ▬▬▬▬▬▬ ▬▬▬ ▬▬▬▬ ▬▬ ▬▬▬▬▬ ▬▬▬ ▬▬▬▬ ▬▬▬▬▬ ▬▬ ▬▬▬▬ ▬▬▬▬▬▬ ▬▬▬ ▬▬ ▬▬▬▬ ▬▬▬▬▬ ▬▬▬ ▬▬▬▬ ▬▬▬▬▬ ▬▬ ▬▬▬▬ ▬▬▬▬▬▬ ▬▬▬ ▬▬▬▬ ▬▬ ▬▬▬▬▬ ▬▬▬ ▬▬▬▬ ▬▬▬▬▬ ▬▬ ▬▬▬▬ ▬▬▬▬▬▬ ▬▬▬ ▬▬ ▬▬▬▬ ▬▬▬▬▬ ▬▬▬ ▬▬▬▬ ▬▬▬▬▬ ▬▬ ▬▬▬▬ ▬▬▬▬▬▬ ▬▬▬ ▬▬▬▬ ▬▬ ▬▬▬▬▬: [982, 1444, 1337, 1740]
- section-heading: در سینما مایاک سکته کرد و درگذشت: [233, 1342, 408, 1382]
- section-heading: ماده واحده: [837, 879, 914, 898]
- continued-note: بقیه از صفحه اول: [101, 183, 183, 197]
- section-heading: ازپشت بام بزمین افتاد و فوت کرد: [235, 914, 406, 954]
- body-text: ▬▬▬ ▬▬▬▬ ▬▬ ▬▬▬▬▬ ▬▬▬ ▬▬▬▬ ▬▬▬ ▬▬▬▬▬ ▬▬ ▬▬▬▬ ▬▬▬▬▬▬ ▬▬▬ ▬▬ ▬▬▬▬ ▬▬▬▬▬ ▬▬▬ ▬▬▬▬ ▬▬▬▬▬ ▬▬ ▬▬▬▬ ▬▬▬▬▬▬ ▬▬▬ ▬▬▬▬ ▬▬ ▬▬▬▬▬ ▬▬▬▬ ▬▬▬ ▬▬▬▬▬ ▬▬ ▬▬▬▬ ▬▬▬▬▬▬ ▬▬▬ ▬▬ ▬▬▬▬ ▬▬▬▬▬ ▬▬▬ ▬▬▬▬ ▬▬▬▬▬ ▬▬ ▬▬▬▬ ▬▬▬▬▬▬ ▬▬▬ ▬▬▬▬ ▬▬ ▬▬▬▬▬ ▬▬▬ ▬▬▬▬ ▬▬▬▬▬: [982, 167, 1337, 307]
- body-text: ▬▬▬ ▬▬▬▬▬ ▬▬ ▬▬▬▬ ▬▬▬▬▬▬ ▬▬▬ ▬▬ ▬▬▬▬ ▬▬▬▬▬ ▬▬▬ ▬▬▬▬ ▬▬▬▬▬ ▬▬ ▬▬▬▬ ▬▬▬▬▬▬ ▬▬▬ ▬▬▬▬ ▬▬ ▬▬▬▬▬ ▬▬▬ ▬▬▬▬ ▬▬▬▬▬ ▬▬ ▬▬▬▬ ▬▬▬▬▬▬ ▬▬▬ ▬▬ ▬▬▬▬ ▬▬▬▬▬ ▬▬▬ ▬▬▬▬ ▬▬▬▬▬ ▬▬ ▬▬▬▬ ▬▬▬▬▬▬ ▬▬▬ ▬▬▬▬ ▬▬ ▬▬▬▬▬ ▬▬▬ ▬▬▬▬ ▬▬▬▬▬ ▬▬ ▬▬▬▬ ▬▬▬▬▬▬ ▬▬▬▬ ▬▬▬ ▬▬▬▬▬ ▬▬ ▬▬▬▬ ▬▬▬▬▬▬ ▬▬▬ ▬▬ ▬▬▬▬ ▬▬▬▬▬ ▬▬▬ ▬▬▬▬ ▬▬▬▬▬ ▬▬ ▬▬▬▬ ▬▬▬▬▬▬ ▬▬▬ ▬▬▬▬ ▬▬ ▬▬▬▬▬ ▬▬▬ ▬▬▬▬ ▬▬▬▬▬ ▬▬ ▬▬▬▬ ▬▬▬▬▬▬ ▬▬▬ ▬▬ ▬▬▬▬ ▬▬▬▬▬ ▬▬▬ ▬▬▬▬ ▬▬▬▬▬ ▬▬ ▬▬▬▬ ▬▬▬▬▬▬ ▬▬▬ ▬▬▬▬ ▬▬ ▬▬▬▬▬ ▬▬▬ ▬▬▬▬ ▬▬▬▬▬ ▬▬ ▬▬▬▬ ▬▬▬▬▬▬ ▬▬▬ ▬▬ ▬▬▬▬ ▬▬▬▬▬ ▬▬▬ ▬▬▬▬ ▬▬▬▬▬ ▬▬ ▬▬▬▬ ▬▬▬ ▬▬▬▬▬ ▬▬ ▬▬▬▬ ▬▬▬▬▬▬ ▬▬▬ ▬▬ ▬▬▬▬ ▬▬▬▬▬ ▬▬▬ ▬▬▬▬ ▬▬▬▬▬ ▬▬ ▬▬▬▬ ▬▬▬▬▬▬ ▬▬▬ ▬▬▬▬ ▬▬ ▬▬▬▬▬ ▬▬▬ ▬▬▬▬ ▬▬▬▬▬ ▬▬ ▬▬▬▬ ▬▬▬▬▬▬ ▬▬▬ ▬▬ ▬▬▬▬ ▬▬▬▬▬ ▬▬▬ ▬▬▬▬ ▬▬▬▬▬ ▬▬ ▬▬▬▬ ▬▬▬▬▬▬: [982, 850, 1337, 1185]
- article-turkey-ambassador: [64, 86, 220, 2324]
